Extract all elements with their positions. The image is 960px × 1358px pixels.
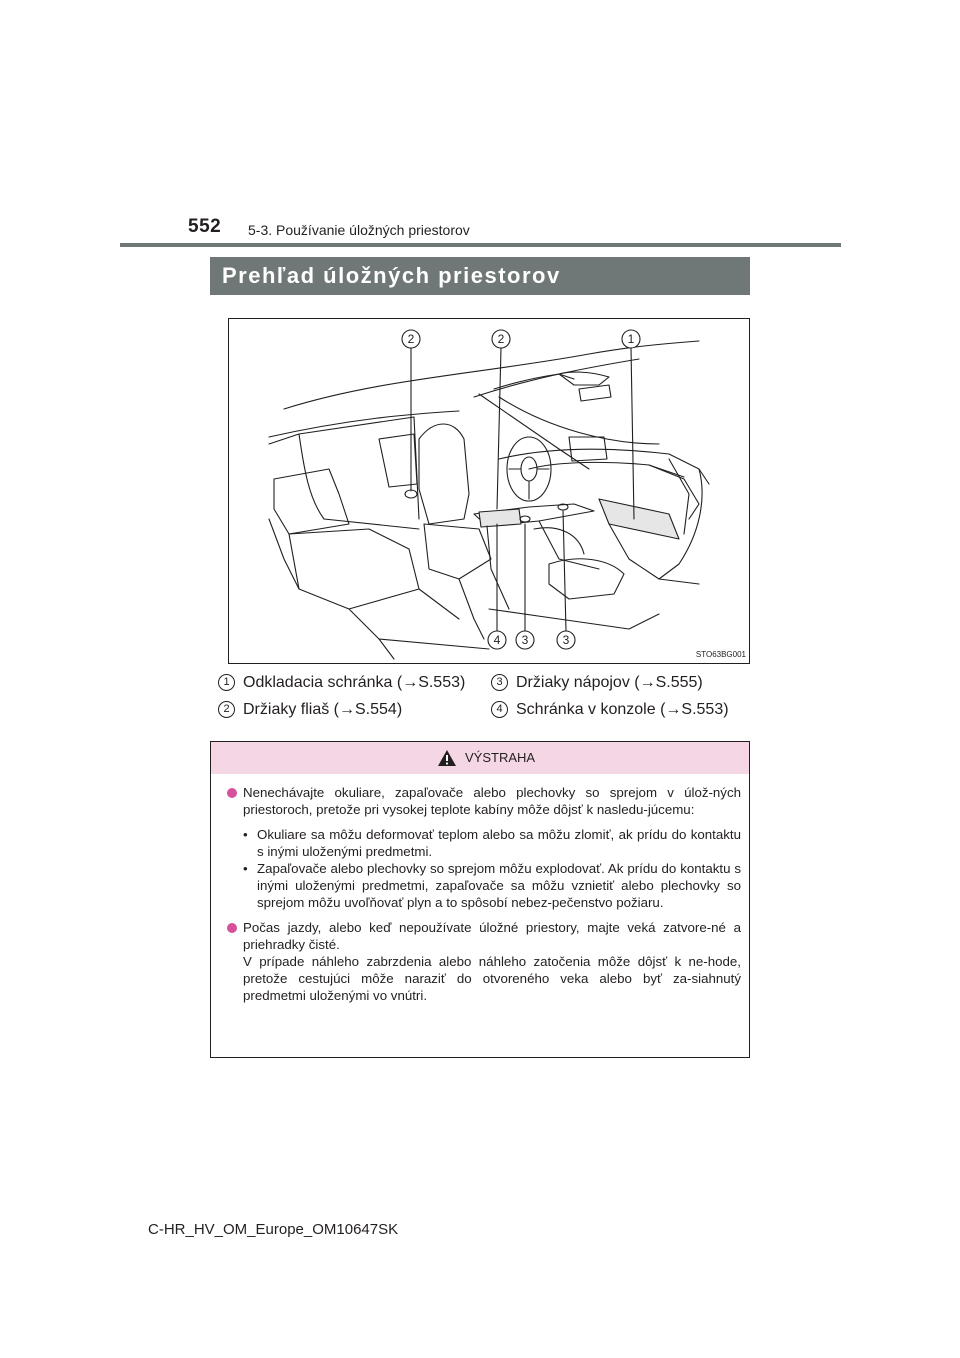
warning-subitem-text: Okuliare sa môžu deformovať teplom alebo sa môžu zlomiť, ak prídu do kontaktu s inými uloženými predmetmi.: [257, 827, 741, 859]
interior-illustration: [228, 318, 750, 664]
warning-body: [227, 784, 741, 1012]
callout-label: 2: [497, 332, 505, 346]
warning-header: [211, 742, 749, 774]
warning-paragraph: [227, 919, 741, 953]
warning-subitem-text: Zapaľovače alebo plechovky so sprejom môžu explodovať. Ak prídu do kontaktu s inými uloženými predmetmi, zapaľovače sa môžu vznietiť alebo plechovky so sprejom môžu uvoľňovať plyn a to spôsobí nebez-pečenstvo požiaru.: [257, 861, 741, 910]
bullet-dot: [227, 923, 237, 933]
title-bar: [210, 257, 750, 295]
legend-text: Schránka v konzole (→S.553): [516, 701, 729, 718]
warning-text: V prípade náhleho zabrzdenia alebo náhleho zatočenia môže dôjsť k ne-hode, pretože cestujúci môže naraziť do otvoreného veka alebo byť za-siahnutý predmetmi uloženými vo vnútri.: [243, 954, 741, 1003]
warning-triangle-icon: [437, 749, 457, 767]
legend-item-cup-holders: [491, 674, 703, 692]
legend-number: 4: [491, 701, 508, 718]
warning-subitem: [227, 826, 741, 860]
warning-text: Počas jazdy, alebo keď nepoužívate úložné priestory, majte veká zatvore-né a priehradky čisté.: [243, 920, 741, 952]
legend-text: Odkladacia schránka (→S.553): [243, 674, 466, 691]
car-interior-drawing: [229, 319, 751, 665]
callout-label: 3: [562, 633, 570, 647]
callout-label: 4: [493, 633, 501, 647]
header-rule: [120, 243, 841, 247]
legend-text: Držiaky fliaš (→S.554): [243, 701, 403, 718]
figure-code: STO63BG001: [695, 650, 746, 659]
section-title: 5-3. Používanie úložných priestorov: [248, 222, 470, 238]
legend-item-console-box: [491, 701, 729, 719]
warning-paragraph-continued: [227, 953, 741, 1004]
bullet-dot: [227, 788, 237, 798]
warning-box: [210, 741, 750, 1058]
callout-label: 1: [627, 332, 635, 346]
warning-text: Nenechávajte okuliare, zapaľovače alebo plechovky so sprejom v úlož-ných priestoroch, pretože pri vysokej teplote kabíny môže dôjsť k nasledu-júcemu:: [243, 785, 741, 817]
callout-label: 3: [521, 633, 529, 647]
legend-item-bottle-holders: [218, 701, 402, 719]
page-title: Prehľad úložných priestorov: [222, 263, 561, 288]
legend-text: Držiaky nápojov (→S.555): [516, 674, 703, 691]
warning-label: VÝSTRAHA: [465, 750, 536, 765]
bullet-mark: •: [243, 827, 248, 842]
page-number: 552: [188, 216, 222, 237]
legend-number: 3: [491, 674, 508, 691]
footer-document-id: C-HR_HV_OM_Europe_OM10647SK: [148, 1221, 399, 1238]
warning-sublist: [227, 826, 741, 911]
legend-item-glove-box: [218, 674, 465, 692]
bullet-mark: •: [243, 861, 248, 876]
warning-subitem: [227, 860, 741, 911]
callout-label: 2: [407, 332, 415, 346]
legend-number: 1: [218, 674, 235, 691]
warning-paragraph: [227, 784, 741, 818]
legend-number: 2: [218, 701, 235, 718]
